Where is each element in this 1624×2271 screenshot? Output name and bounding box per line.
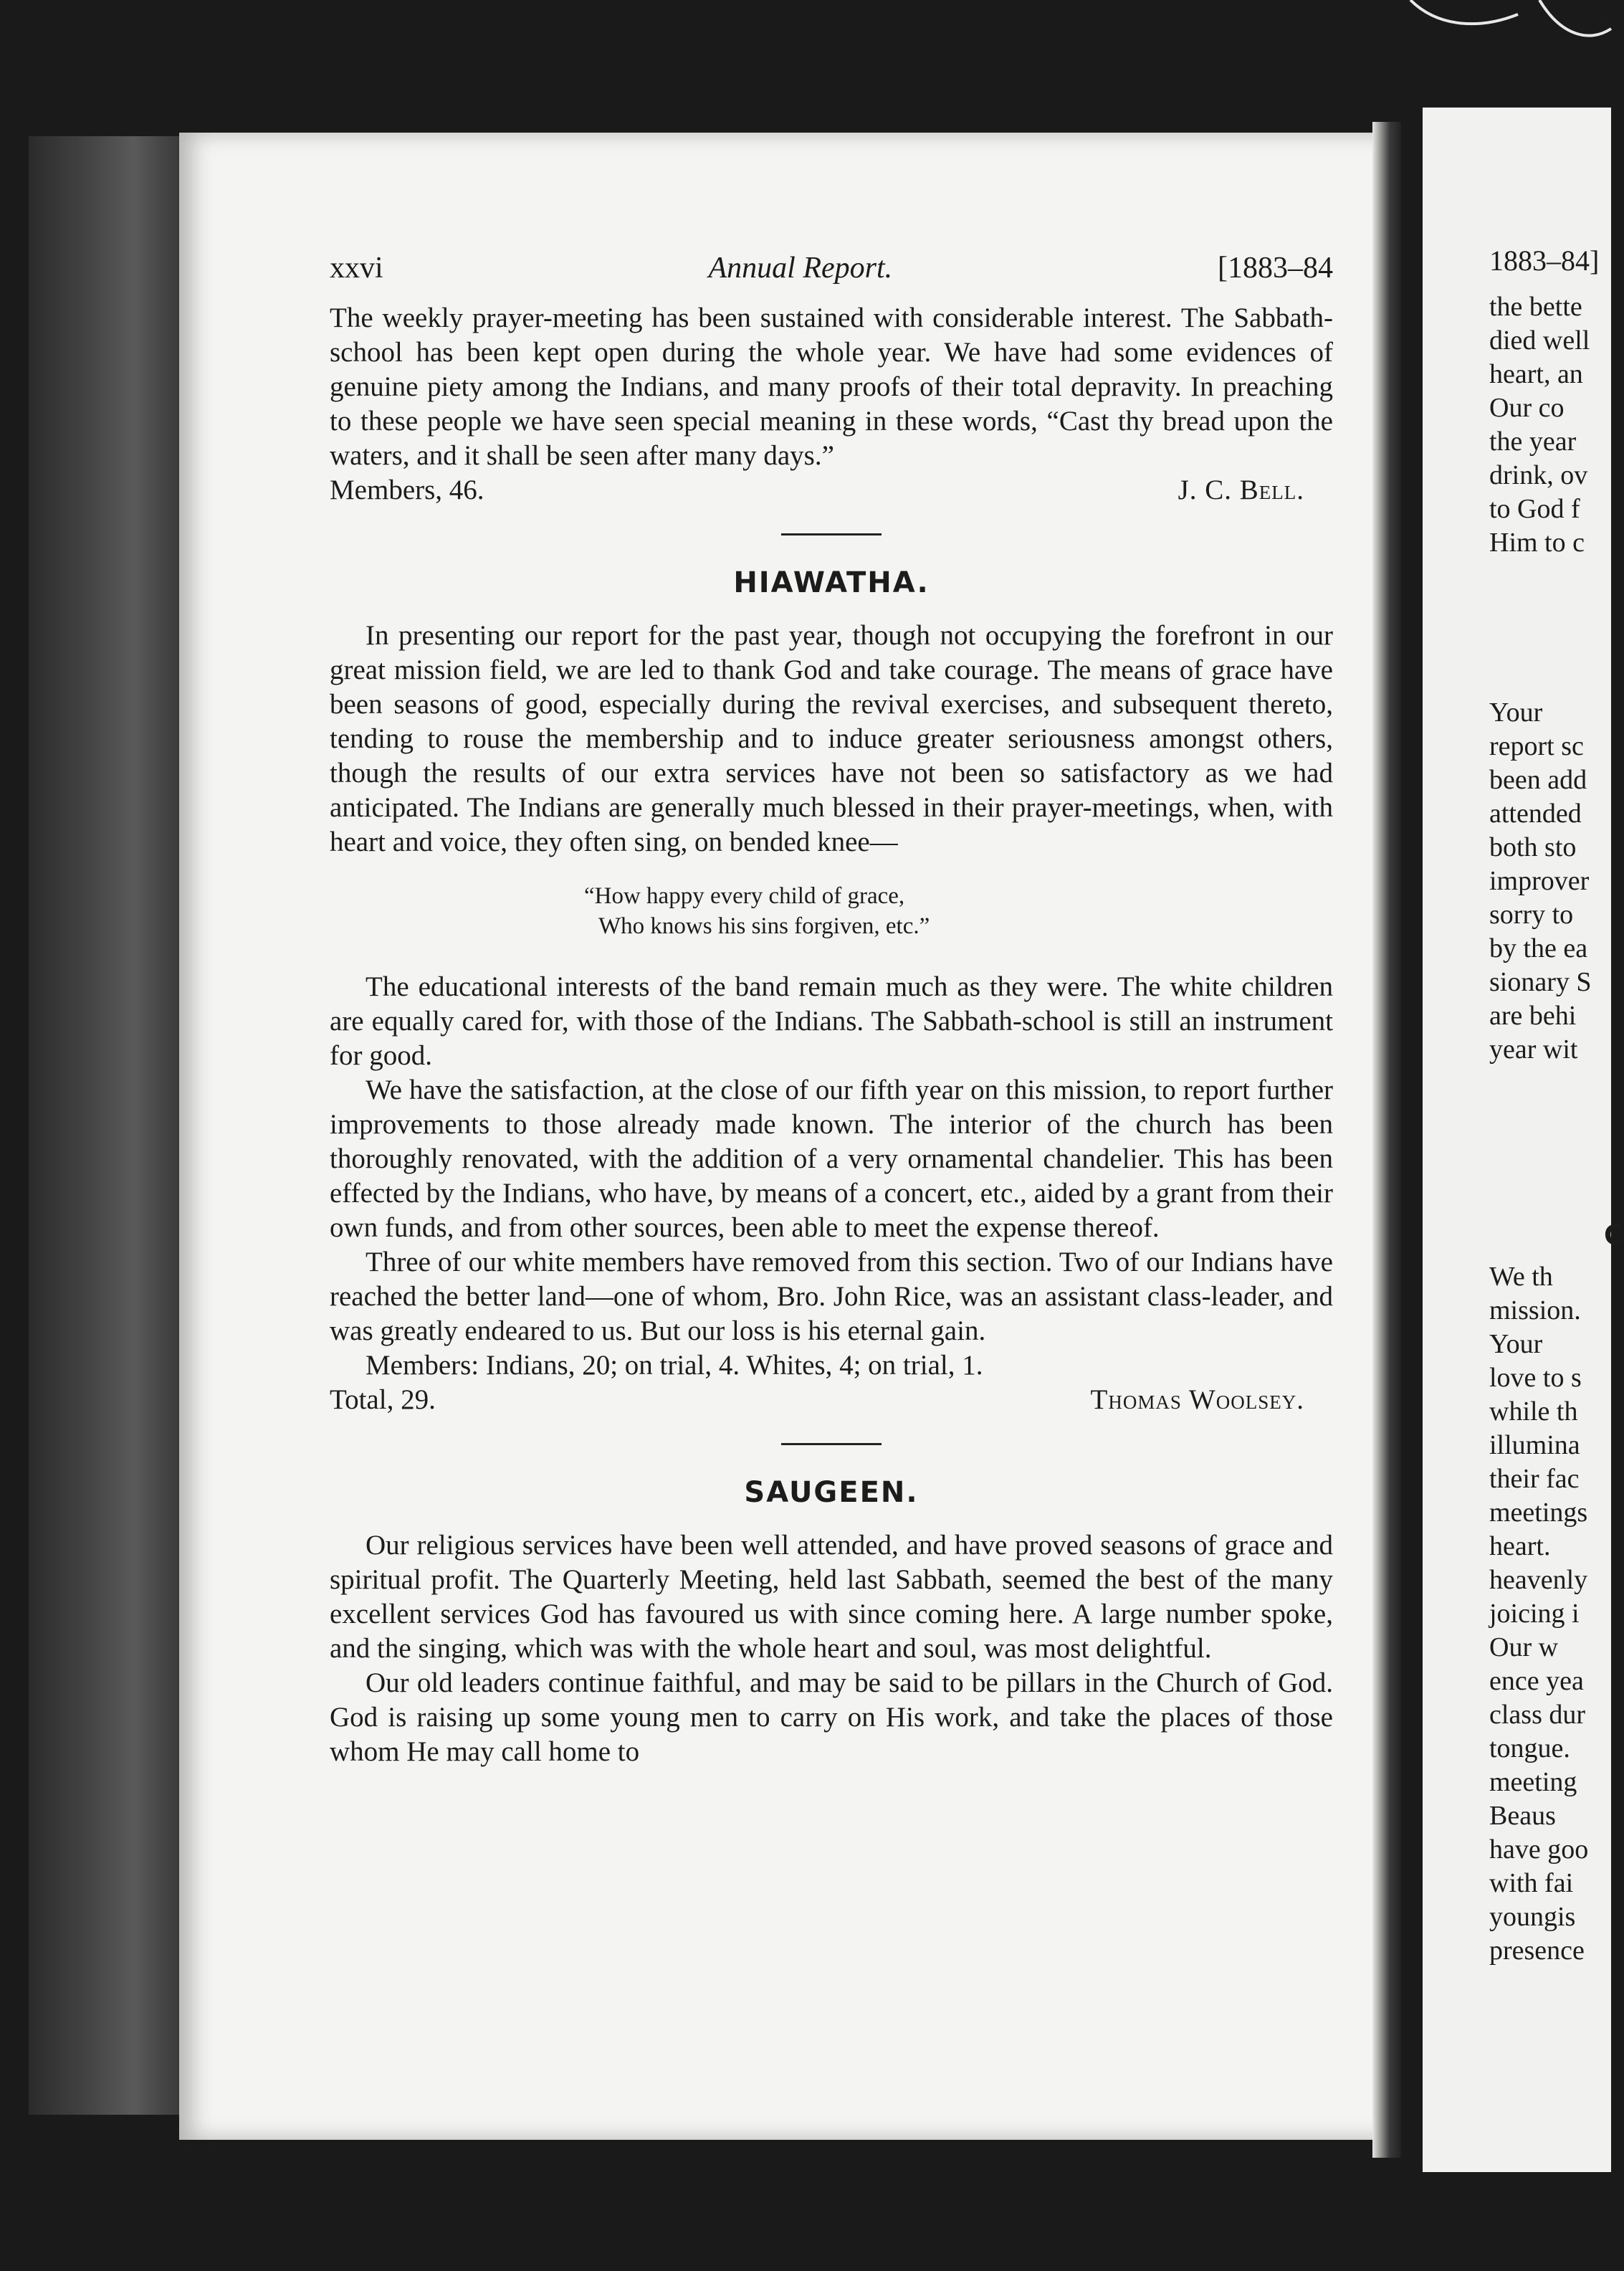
right-line: tongue.: [1489, 1733, 1570, 1763]
hiawatha-paragraph-2: The educational interests of the band remain much as they were. The white children are equally cared for, with those of the Indians. The Sabbath-school is still an instrument for good.: [330, 971, 1333, 1071]
book-gutter: [1372, 122, 1401, 2158]
hiawatha-total: Total, 29.: [330, 1384, 436, 1415]
book-edge: [29, 136, 179, 2115]
right-line: improver: [1489, 866, 1590, 896]
right-line: have goo: [1489, 1834, 1589, 1865]
right-line: mission.: [1489, 1295, 1581, 1325]
hiawatha-paragraph-1: In presenting our report for the past year, though not occupying the forefront in our great mission field, we are led to thank God and take courage. The means of grace have been seasons of good, especially during the revival exercises, and subsequent thereto, tending to rouse the membership and to induce greater seriousness amongst others, though the results of our extra services have not been so satisfactory as we had anticipated. The Indians are generally much blessed in their prayer-meetings, when, with heart and voice, they often sing, on bended knee—: [330, 620, 1333, 857]
right-line: the year: [1489, 427, 1577, 457]
running-title: Annual Report.: [708, 252, 893, 285]
right-line: class dur: [1489, 1700, 1586, 1730]
right-line: with fai: [1489, 1868, 1574, 1898]
right-line: Beaus: [1489, 1801, 1556, 1831]
right-line: sionary S: [1489, 967, 1592, 997]
right-line: heart, an: [1489, 359, 1583, 389]
page-corner-curve: [1396, 0, 1611, 65]
right-line: to God f: [1489, 494, 1580, 524]
right-line: year wit: [1489, 1034, 1578, 1065]
intro-paragraph: The weekly prayer-meeting has been sustained with considerable interest. The Sabbath-school has been kept open during the whole year. We have had some evidences of genuine piety among the Indians, and many proofs of their total depravity. In preaching to these people we have seen special meaning in these words, “Cast thy bread upon the waters, and it shall be seen after many days.”: [330, 303, 1333, 471]
right-line: illumina: [1489, 1430, 1580, 1460]
saugeen-paragraph-1: Our religious services have been well attended, and have proved seasons of grace and spiritual profit. The Quarterly Meeting, held last Sabbath, seemed the best of the many excellent services God has favoured us with since coming here. A large number spoke, and the singing, which was with the whole heart and soul, was most delightful.: [330, 1530, 1333, 1664]
section-divider-2: [781, 1443, 882, 1445]
right-line: while th: [1489, 1396, 1578, 1427]
hymn-quote: [584, 881, 1333, 941]
right-line: heavenly: [1489, 1565, 1588, 1595]
hiawatha-paragraph-4: Three of our white members have removed from this section. Two of our Indians have reached the better land—one of whom, Bro. John Rice, was an assistant class-leader, and was greatly endeared to us. But our loss is his eternal gain.: [330, 1247, 1333, 1346]
right-section-initial: C: [1604, 1219, 1624, 1251]
intro-footer: [330, 473, 1333, 508]
right-line: meeting: [1489, 1767, 1577, 1797]
intro-members: Members, 46.: [330, 475, 484, 505]
right-line: died well: [1489, 325, 1590, 356]
right-line: Our w: [1489, 1632, 1559, 1662]
right-line: their fac: [1489, 1464, 1580, 1494]
right-running-head: 1883–84]: [1489, 244, 1600, 277]
right-block-3: [1489, 1260, 1618, 1968]
right-line: presence: [1489, 1936, 1585, 1966]
page-number: xxvi: [330, 252, 383, 285]
right-line: both sto: [1489, 832, 1577, 862]
right-line: meetings: [1489, 1498, 1588, 1528]
intro-signature: J. C. Bell.: [1178, 475, 1304, 505]
hymn-line-2: Who knows his sins forgiven, etc.”: [598, 913, 930, 939]
right-line: Our co: [1489, 393, 1565, 423]
right-line: by the ea: [1489, 933, 1588, 963]
right-line: Your: [1489, 698, 1543, 728]
right-line: ence yea: [1489, 1666, 1584, 1696]
hiawatha-signature: Thomas Woolsey.: [1090, 1384, 1304, 1415]
right-page-text: [1489, 244, 1624, 1968]
running-head: [330, 251, 1333, 285]
right-line: We th: [1489, 1262, 1553, 1292]
right-line: Him to c: [1489, 528, 1585, 558]
right-line: drink, ov: [1489, 460, 1588, 490]
right-line: been add: [1489, 765, 1587, 795]
hymn-line-1: “How happy every child of grace,: [584, 883, 905, 909]
hiawatha-heading: HIAWATHA.: [733, 566, 930, 599]
right-line: Your: [1489, 1329, 1543, 1359]
saugeen-heading: SAUGEEN.: [744, 1476, 919, 1509]
right-line: heart.: [1489, 1531, 1551, 1561]
left-page-text: [330, 251, 1333, 1769]
right-line: joicing i: [1489, 1599, 1580, 1629]
right-line: youngis: [1489, 1902, 1576, 1932]
section-divider: [781, 533, 882, 535]
saugeen-paragraph-2: Our old leaders continue faithful, and may be said to be pillars in the Church of God. God is raising up some young men to carry on His work, and take the places of those whom He may call home to: [330, 1667, 1333, 1767]
right-block-2: [1489, 696, 1618, 1067]
right-block-1: [1489, 290, 1618, 560]
running-years: [1883–84: [1218, 252, 1333, 285]
right-line: are behi: [1489, 1001, 1577, 1031]
hiawatha-paragraph-3: We have the satisfaction, at the close of our fifth year on this mission, to report further improvements to those already made known. The interior of the church has been thoroughly renovated, with the addition of a very ornamental chandelier. This has been effected by the Indians, who have, by means of a concert, etc., aided by a grant from their own funds, and from other sources, been able to meet the expense thereof.: [330, 1075, 1333, 1243]
right-line: love to s: [1489, 1363, 1582, 1393]
right-line: attended: [1489, 799, 1582, 829]
right-line: the bette: [1489, 292, 1582, 322]
right-line: report sc: [1489, 731, 1584, 761]
hiawatha-members: Members: Indians, 20; on trial, 4. Whites, 4; on trial, 1.: [366, 1350, 983, 1381]
right-line: sorry to: [1489, 900, 1574, 930]
hiawatha-footer: [330, 1383, 1333, 1417]
